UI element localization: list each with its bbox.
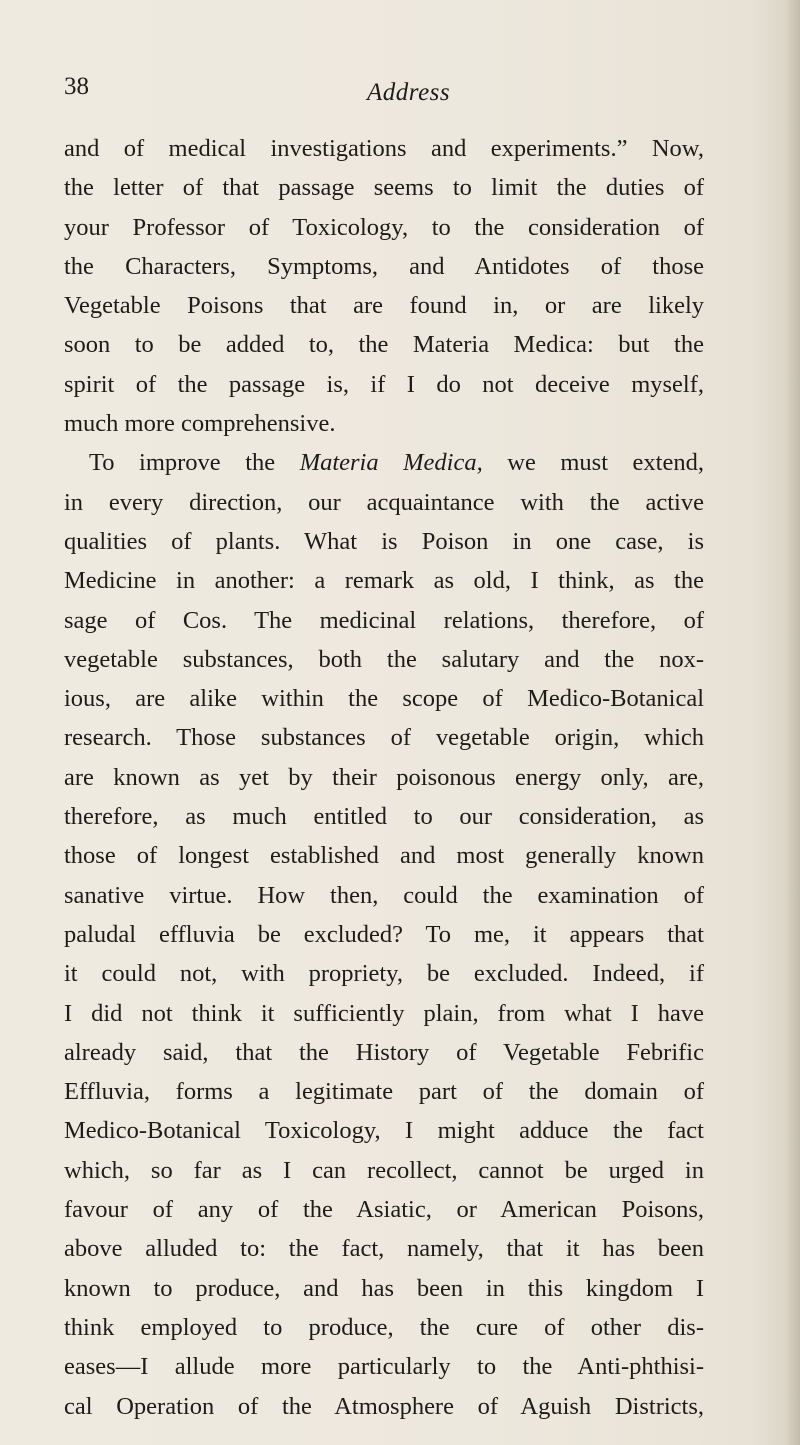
text-line: therefore, as much entitled to our consideration, as: [64, 803, 704, 831]
text-span: we must extend,: [482, 449, 704, 477]
text-line: I did not think it sufficiently plain, from what I have: [64, 999, 704, 1027]
text-line: the Characters, Symptoms, and Antidotes of those: [64, 252, 704, 280]
text-line: favour of any of the Asiatic, or American Poisons,: [64, 1196, 704, 1224]
paragraph-start-line: [64, 443, 704, 482]
text-line: Vegetable Poisons that are found in, or are likely: [64, 292, 704, 320]
text-line: already said, that the History of Vegetable Febrific: [64, 1038, 704, 1066]
page-edge-shadow: [786, 0, 800, 1445]
text-line: above alluded to: the fact, namely, that it has been: [64, 1235, 704, 1263]
text-line: paludal effluvia be excluded? To me, it appears that: [64, 920, 704, 948]
text-line: sage of Cos. The medicinal relations, therefore, of: [64, 606, 704, 634]
text-line: in every direction, our acquaintance with the active: [64, 488, 704, 516]
text-line: vegetable substances, both the salutary and the nox-: [64, 645, 704, 673]
running-head: [64, 72, 684, 112]
text-line: qualities of plants. What is Poison in one case, is: [64, 527, 704, 555]
text-line: it could not, with propriety, be excluded. Indeed, if: [64, 960, 704, 988]
text-line: known to produce, and has been in this kingdom I: [64, 1274, 704, 1302]
text-line: spirit of the passage is, if I do not deceive myself,: [64, 370, 704, 398]
text-span: To improve the: [89, 449, 300, 477]
text-line: and of medical investigations and experiments.” Now,: [64, 135, 704, 162]
text-line: the letter of that passage seems to limit the duties of: [64, 174, 704, 202]
text-line: Medicine in another: a remark as old, I think, as the: [64, 567, 704, 595]
page-number: 38: [64, 73, 89, 100]
text-line: ious, are alike within the scope of Medico-Botanical: [64, 685, 704, 713]
text-line: research. Those substances of vegetable origin, which: [64, 724, 704, 752]
italic-term: Materia Medica,: [299, 449, 483, 477]
text-line: those of longest established and most generally known: [64, 842, 704, 870]
text-line: sanative virtue. How then, could the examination of: [64, 881, 704, 909]
text-line: which, so far as I can recollect, cannot be urged in: [64, 1156, 704, 1184]
text-line: eases—I allude more particularly to the Anti-phthisi-: [64, 1353, 704, 1381]
body-text: [64, 129, 704, 1426]
text-line: your Professor of Toxicology, to the consideration of: [64, 213, 704, 241]
running-title: Address: [367, 79, 451, 106]
text-line: are known as yet by their poisonous energy only, are,: [64, 763, 704, 791]
text-line: think employed to produce, the cure of other dis-: [64, 1313, 704, 1341]
text-line: cal Operation of the Atmosphere of Aguish Districts,: [64, 1392, 704, 1420]
text-line: soon to be added to, the Materia Medica: but the: [64, 331, 704, 359]
text-line: much more comprehensive.: [64, 410, 336, 438]
text-line: Effluvia, forms a legitimate part of the domain of: [64, 1078, 704, 1106]
text-line: Medico-Botanical Toxicology, I might adduce the fact: [64, 1117, 704, 1145]
